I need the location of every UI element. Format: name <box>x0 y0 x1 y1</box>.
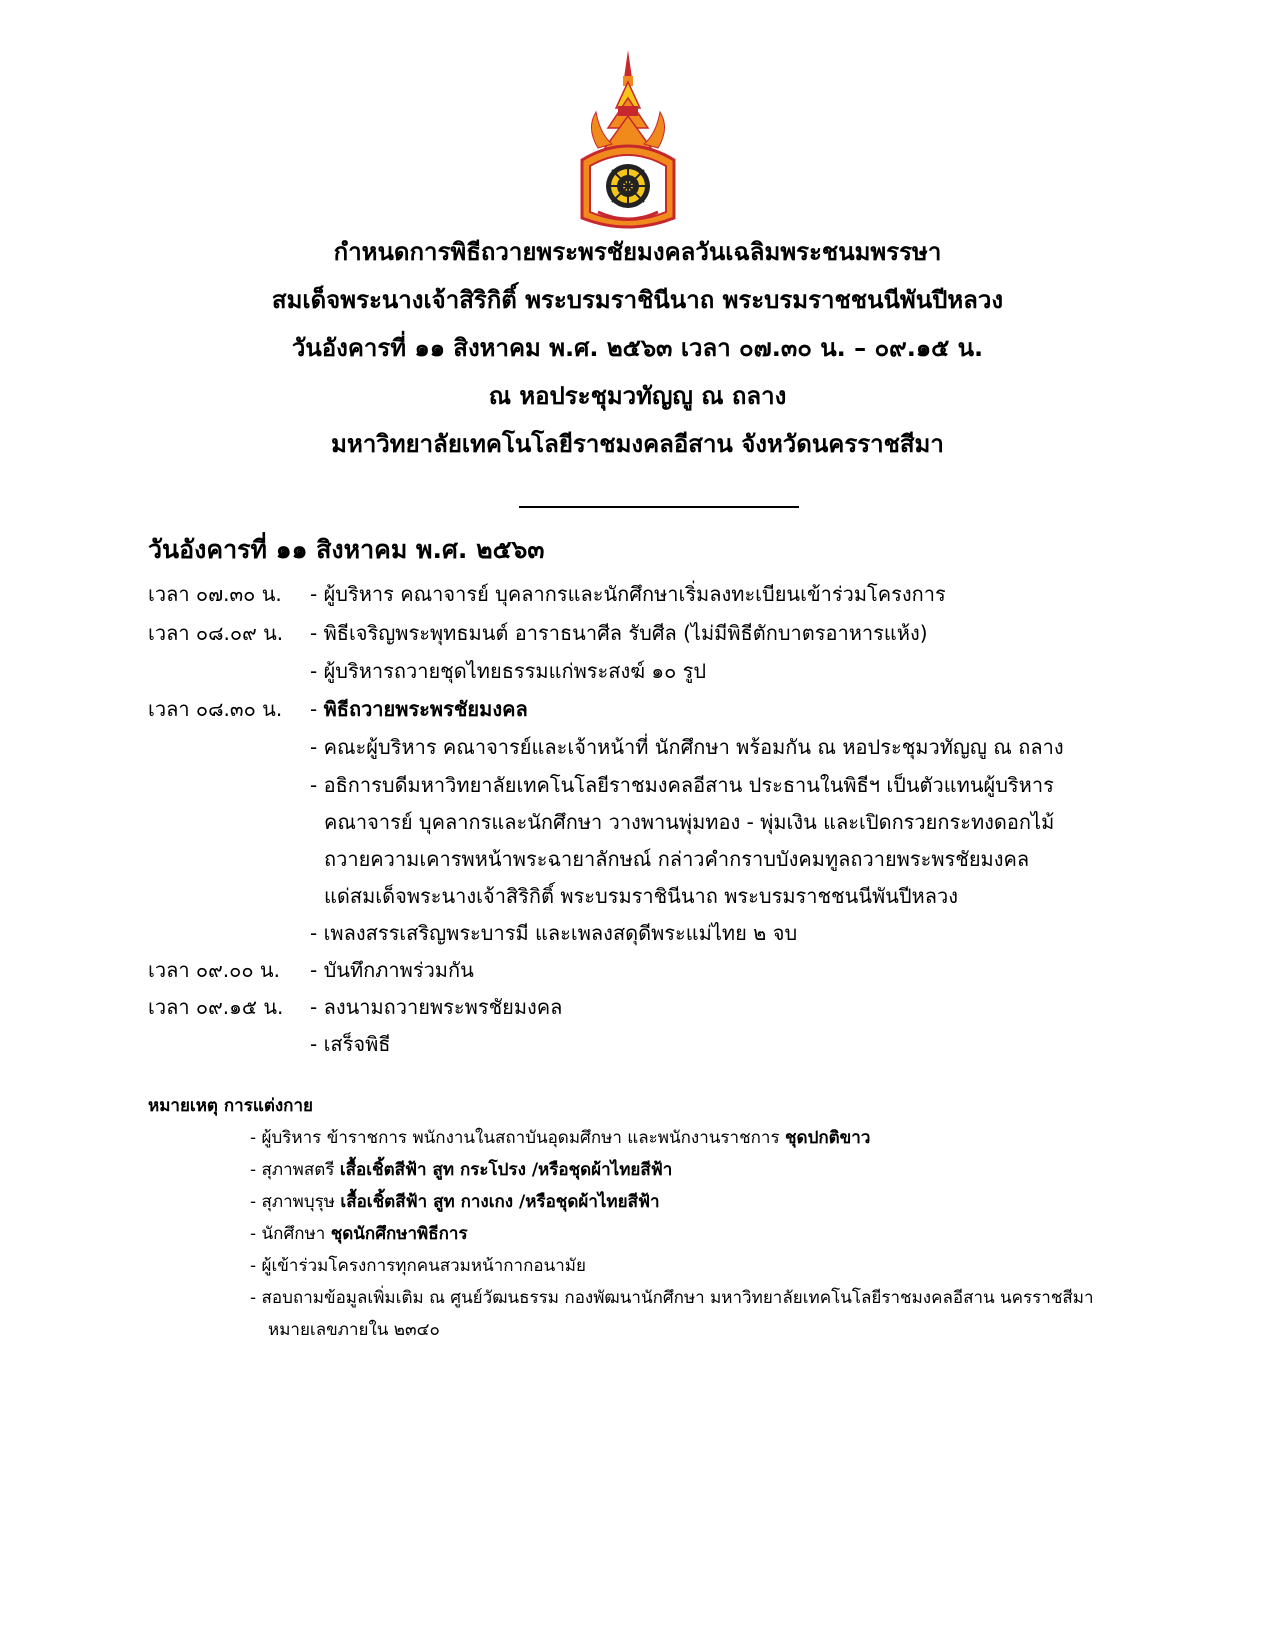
note-item-1-text: - ผู้บริหาร ข้าราชการ พนักงานในสถาบันอุดมศึกษา และพนักงานราชการ <box>250 1128 785 1148</box>
note-item-5: - ผู้เข้าร่วมโครงการทุกคนสวมหน้ากากอนามัย <box>250 1256 586 1276</box>
schedule-item-3b-line-3: ถวายความเคารพหน้าพระฉายาลักษณ์ กล่าวคำกราบบังคมทูลถวายพระพรชัยมงคล <box>324 847 1030 871</box>
university-seal-logo <box>568 48 688 238</box>
note-item-4 <box>250 1220 468 1247</box>
note-item-3 <box>250 1188 660 1215</box>
note-item-4-bold: ชุดนักศึกษาพิธีการ <box>330 1224 468 1244</box>
note-item-4-text: - นักศึกษา <box>250 1224 331 1244</box>
title-line-1: กำหนดการพิธีถวายพระพรชัยมงคลวันเฉลิมพระชนมพรรษา <box>333 238 942 266</box>
schedule-item-3b-line-2: คณาจารย์ บุคลากรและนักศึกษา วางพานพุ่มทอง - พุ่มเงิน และเปิดกรวยกระทงดอกไม้ <box>324 810 1055 834</box>
title-line-5: มหาวิทยาลัยเทคโนโลยีราชมงคลอีสาน จังหวัดนครราชสีมา <box>331 430 944 458</box>
notes-heading: หมายเหตุ การแต่งกาย <box>148 1096 313 1116</box>
schedule-item-3-bold: พิธีถวายพระพรชัยมงคล <box>323 697 528 721</box>
note-item-2 <box>250 1156 672 1183</box>
note-item-2-bold: เสื้อเชิ้ตสีฟ้า สูท กระโปรง /หรือชุดผ้าไทยสีฟ้า <box>339 1160 673 1180</box>
title-line-3: วันอังคารที่ ๑๑ สิงหาคม พ.ศ. ๒๕๖๓ เวลา ๐๗.๓๐ น. – ๐๙.๑๕ น. <box>291 334 984 362</box>
schedule-item-5b: - เสร็จพิธี <box>310 1032 391 1056</box>
note-item-1 <box>250 1124 870 1151</box>
schedule-item-3c: - เพลงสรรเสริญพระบารมี และเพลงสดุดีพระแม่ไทย ๒ จบ <box>310 921 798 945</box>
title-line-4: ณ หอประชุมวทัญญู ณ ถลาง <box>488 382 787 410</box>
schedule-item-3b-line-4: แด่สมเด็จพระนางเจ้าสิริกิติ์ พระบรมราชินีนาถ พระบรมราชชนนีพันปีหลวง <box>324 884 958 908</box>
schedule-item-4: - บันทึกภาพร่วมกัน <box>310 958 474 982</box>
schedule-time-5: เวลา ๐๙.๑๕ น. <box>148 995 284 1019</box>
schedule-item-2b: - ผู้บริหารถวายชุดไทยธรรมแก่พระสงฆ์ ๑๐ รูป <box>310 659 707 683</box>
schedule-item-3-heading <box>310 693 528 725</box>
schedule-item-3-dash: - <box>310 697 324 721</box>
schedule-item-5a: - ลงนามถวายพระพรชัยมงคล <box>310 995 563 1019</box>
title-line-2: สมเด็จพระนางเจ้าสิริกิติ์ พระบรมราชินีนาถ พระบรมราชชนนีพันปีหลวง <box>271 286 1004 314</box>
note-item-3-text: - สุภาพบุรุษ <box>250 1192 341 1212</box>
note-item-2-text: - สุภาพสตรี <box>250 1160 340 1180</box>
title-divider <box>519 506 799 508</box>
schedule-item-1: - ผู้บริหาร คณาจารย์ บุคลากรและนักศึกษาเริ่มลงทะเบียนเข้าร่วมโครงการ <box>310 582 946 606</box>
schedule-time-3: เวลา ๐๘.๓๐ น. <box>148 697 283 721</box>
schedule-time-1: เวลา ๐๗.๓๐ น. <box>148 582 282 606</box>
date-heading: วันอังคารที่ ๑๑ สิงหาคม พ.ศ. ๒๕๖๓ <box>148 535 545 564</box>
schedule-item-3a: - คณะผู้บริหาร คณาจารย์และเจ้าหน้าที่ นักศึกษา พร้อมกัน ณ หอประชุมวทัญญู ณ ถลาง <box>310 735 1064 759</box>
note-item-3-bold: เสื้อเชิ้ตสีฟ้า สูท กางเกง /หรือชุดผ้าไทยสีฟ้า <box>340 1192 660 1212</box>
schedule-time-4: เวลา ๐๙.๐๐ น. <box>148 958 280 982</box>
schedule-time-2: เวลา ๐๘.๐๙ น. <box>148 621 284 645</box>
schedule-item-2a: - พิธีเจริญพระพุทธมนต์ อาราธนาศีล รับศีล (ไม่มีพิธีตักบาตรอาหารแห้ง) <box>310 621 928 645</box>
note-item-6-line-1: - สอบถามข้อมูลเพิ่มเติม ณ ศูนย์วัฒนธรรม กองพัฒนานักศึกษา มหาวิทยาลัยเทคโนโลยีราชมงคลอีสาน นครราชสีมา <box>250 1288 1094 1308</box>
schedule-item-3b-line-1: - อธิการบดีมหาวิทยาลัยเทคโนโลยีราชมงคลอีสาน ประธานในพิธีฯ เป็นตัวแทนผู้บริหาร <box>310 773 1054 797</box>
note-item-6-line-2: หมายเลขภายใน ๒๓๔๐ <box>268 1320 440 1340</box>
note-item-1-bold: ชุดปกติขาว <box>784 1128 871 1148</box>
